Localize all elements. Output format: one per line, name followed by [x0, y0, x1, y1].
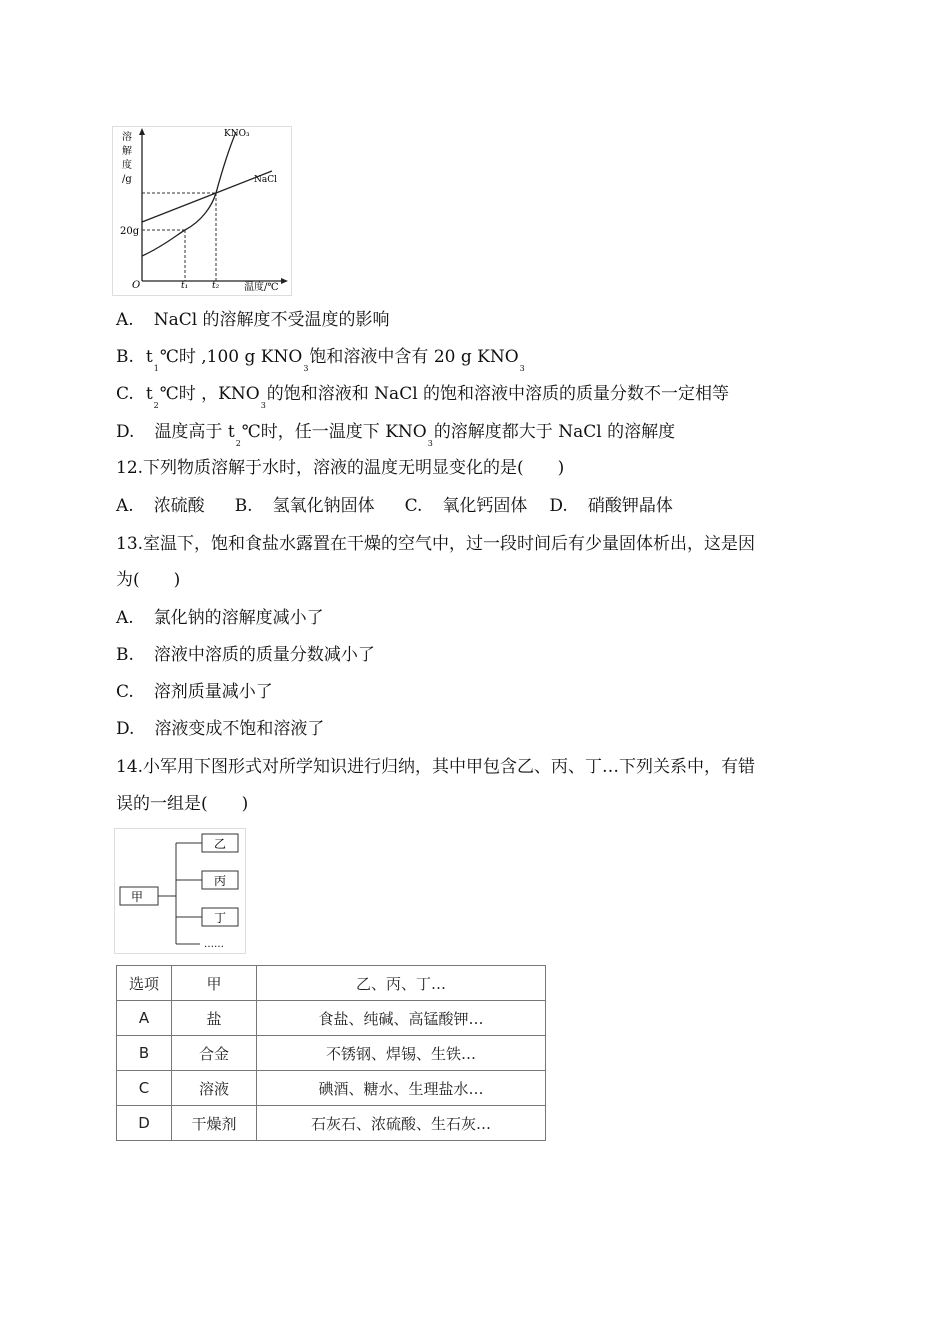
ylabel-char-1: 溶	[122, 132, 132, 143]
table-header-option: 选项	[117, 966, 172, 1001]
table-cell: 盐	[172, 1001, 257, 1036]
table-row	[117, 1106, 546, 1141]
table-cell: B	[117, 1036, 172, 1071]
q14-stem-line1: 14.小军用下图形式对所学知识进行归纳，其中甲包含乙、丙、丁…下列关系中，有错	[116, 757, 756, 777]
table-cell: 石灰石、浓硫酸、生石灰…	[257, 1106, 546, 1141]
table-cell: D	[117, 1106, 172, 1141]
q11-d-letter: D.	[116, 422, 135, 442]
q13-b-letter: B.	[116, 645, 134, 665]
q11-c-mid: ℃时 ，KNO	[159, 384, 260, 404]
diagram-child-label-2: 丙	[214, 874, 227, 888]
q11-b-letter: B.	[116, 347, 134, 367]
q13-option-a	[116, 606, 324, 630]
q11-a-text: NaCl 的溶解度不受温度的影响	[153, 310, 390, 330]
options-table	[116, 965, 546, 1141]
q13-c-letter: C.	[116, 682, 134, 702]
kno3-curve	[142, 132, 236, 256]
origin-label: O	[132, 280, 141, 291]
q12-d-letter: D.	[549, 496, 568, 516]
series-label-kno3: KNO₃	[224, 129, 250, 139]
q11-b-mid: ℃时 ,100 g KNO	[159, 347, 303, 367]
table-header-members: 乙、丙、丁…	[257, 966, 546, 1001]
y-tick-label: 20g	[120, 226, 140, 237]
table-row	[117, 1001, 546, 1036]
table-cell: A	[117, 1001, 172, 1036]
table-row	[117, 1071, 546, 1106]
q11-d-sub2: 3	[427, 439, 433, 448]
q13-c-text: 溶剂质量减小了	[153, 682, 273, 702]
ylabel-char-4: /g	[122, 174, 132, 185]
q11-b-sub1: 1	[153, 364, 159, 373]
q13-option-d	[116, 717, 324, 741]
table-header-jia: 甲	[172, 966, 257, 1001]
solubility-chart	[112, 126, 292, 296]
table-cell: 碘酒、糖水、生理盐水…	[257, 1071, 546, 1106]
table-row	[117, 1036, 546, 1071]
table-cell: 合金	[172, 1036, 257, 1071]
ylabel-char-3: 度	[122, 160, 132, 171]
q12-a-text: 浓硫酸	[153, 496, 205, 516]
q11-option-d	[116, 420, 675, 447]
q11-c-sub2: 3	[260, 401, 266, 410]
q11-c-pre: t	[145, 384, 153, 404]
table-cell: 食盐、纯碱、高锰酸钾…	[257, 1001, 546, 1036]
q13-d-text: 溶液变成不饱和溶液了	[154, 719, 325, 739]
x-axis-arrow	[281, 278, 288, 284]
q12-d-text: 硝酸钾晶体	[587, 496, 673, 516]
q11-option-a	[116, 308, 390, 332]
diagram-more: ……	[204, 939, 224, 950]
diagram-child-label-1: 乙	[214, 837, 227, 851]
q11-b-mid2: 饱和溶液中含有 20 g KNO	[309, 347, 519, 367]
q13-stem-line1: 13.室温下，饱和食盐水露置在干燥的空气中，过一段时间后有少量固体析出，这是因	[116, 534, 756, 554]
x-tick-t2: t₂	[212, 281, 220, 291]
q11-c-rest: 的饱和溶液和 NaCl 的饱和溶液中溶质的质量分数不一定相等	[266, 384, 730, 404]
q11-d-rest: 的溶解度都大于 NaCl 的溶解度	[433, 422, 676, 442]
q12-c-letter: C.	[404, 496, 423, 516]
diagram-root-label: 甲	[131, 890, 144, 904]
q11-option-c	[116, 382, 729, 409]
q13-a-letter: A.	[116, 608, 134, 628]
q11-b-pre: t	[145, 347, 153, 367]
q12-b-text: 氢氧化钠固体	[272, 496, 375, 516]
q11-c-sub1: 2	[153, 401, 159, 410]
q13-option-b	[116, 643, 375, 667]
y-axis-arrow	[139, 128, 145, 135]
table-cell: 溶液	[172, 1071, 257, 1106]
q13-b-text: 溶液中溶质的质量分数减小了	[153, 645, 375, 665]
x-axis-label: 温度/℃	[244, 282, 279, 293]
q11-b-sub3: 3	[519, 364, 525, 373]
q13-option-c	[116, 680, 273, 704]
table-header-row	[117, 966, 546, 1001]
q11-d-pre: 温度高于 t	[154, 422, 235, 442]
diagram-child-label-3: 丁	[214, 911, 227, 925]
q13-d-letter: D.	[116, 719, 135, 739]
q11-c-letter: C.	[116, 384, 134, 404]
q13-stem-line2: 为( )	[116, 570, 181, 590]
q12-stem: 12.下列物质溶解于水时，溶液的温度无明显变化的是( )	[116, 458, 565, 478]
q12-b-letter: B.	[234, 496, 253, 516]
table-cell: 不锈钢、焊锡、生铁…	[257, 1036, 546, 1071]
ylabel-char-2: 解	[122, 146, 132, 157]
q12-a-letter: A.	[116, 496, 134, 516]
q12-options	[116, 494, 673, 518]
series-label-nacl: NaCl	[254, 175, 278, 185]
nacl-curve	[142, 171, 272, 222]
q13-a-text: 氯化钠的溶解度减小了	[153, 608, 324, 628]
q11-b-sub2: 3	[303, 364, 309, 373]
q11-d-mid: ℃时，任一温度下 KNO	[241, 422, 427, 442]
q12-c-text: 氧化钙固体	[442, 496, 528, 516]
q11-d-sub1: 2	[235, 439, 241, 448]
q14-stem-line2: 误的一组是( )	[116, 794, 249, 814]
inclusion-diagram	[114, 828, 246, 954]
table-cell: 干燥剂	[172, 1106, 257, 1141]
q11-option-b	[116, 345, 526, 372]
q11-a-letter: A.	[116, 310, 134, 330]
table-cell: C	[117, 1071, 172, 1106]
x-tick-t1: t₁	[181, 281, 189, 291]
